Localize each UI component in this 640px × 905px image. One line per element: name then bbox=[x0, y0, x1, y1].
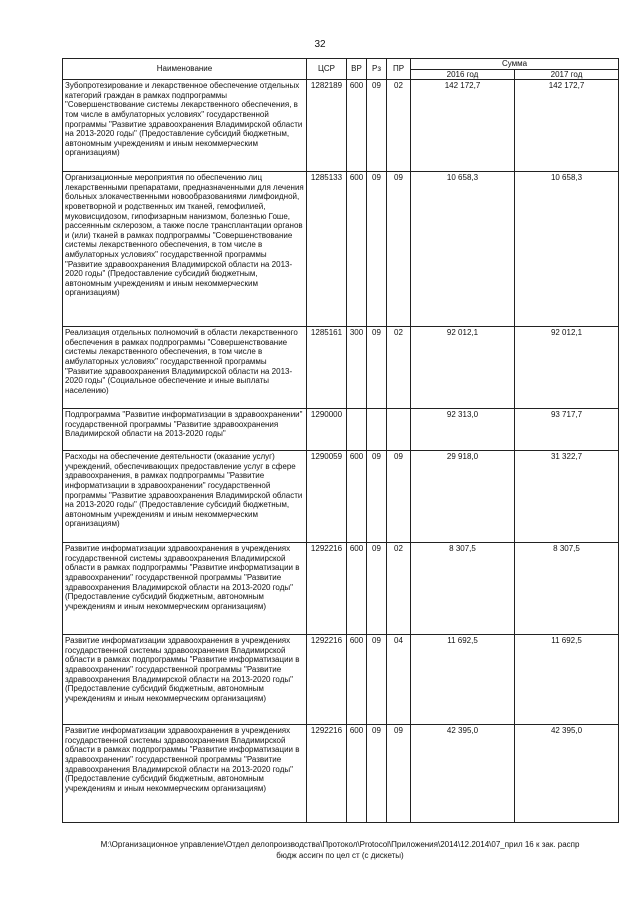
row-csr: 1282189 bbox=[307, 80, 347, 172]
row-pr: 09 bbox=[387, 451, 411, 543]
row-rz: 09 bbox=[367, 80, 387, 172]
row-2017: 92 012,1 bbox=[515, 327, 619, 409]
row-vr bbox=[347, 409, 367, 451]
row-vr: 600 bbox=[347, 543, 367, 635]
table-row bbox=[63, 80, 619, 172]
row-rz: 09 bbox=[367, 327, 387, 409]
header-csr: ЦСР bbox=[307, 59, 347, 80]
row-name: Организационные мероприятия по обеспечению лиц лекарственными препаратами, предназначенными для лечения больных злокачественными новообразованиями лимфоидной, кроветворной и родственных им тканей, гемофилией, муковисцидозом, гипофизарным нанизмом, болезнью Гоше, рассеянным склерозом, а также после трансплантации органов и (или) тканей в рамках подпрограммы "Совершенствование системы лекарственного обеспечения, в том числе в амбулаторных условиях" государственной программы "Развитие здравоохранения Владимирской области на 2013-2020 годы" (Предоставление субсидий бюджетным, автономным учреждениям и иным некоммерческим организациям) bbox=[63, 172, 307, 327]
header-name: Наименование bbox=[63, 59, 307, 80]
row-name: Подпрограмма "Развитие информатизации в здравоохранении" государственной программы "Развитие здравоохранения Владимирской области на 2013-2020 годы" bbox=[63, 409, 307, 451]
row-pr: 09 bbox=[387, 725, 411, 823]
row-name: Развитие информатизации здравоохранения в учреждениях государственной системы здравоохранения Владимирской области в рамках подпрограммы "Развитие информатизации в здравоохранении" государственной программы "Развитие здравоохранения Владимирской области на 2013-2020 годы" (Предоставление субсидий бюджетным, автономным учреждениям и иным некоммерческим организациям) bbox=[63, 725, 307, 823]
footer-line-2: бюдж ассигн по цел ст (с дискеты) bbox=[276, 851, 404, 860]
row-name: Зубопротезирование и лекарственное обеспечение отдельных категорий граждан в рамках подпрограммы "Совершенствование системы лекарственного обеспечения, в том числе в амбулаторных условиях" государственной программы "Развитие здравоохранения Владимирской области на 2013-2020 годы" (Предоставление субсидий бюджетным, автономным учреждениям и иным некоммерческим организациям) bbox=[63, 80, 307, 172]
table-row bbox=[63, 635, 619, 725]
row-2016: 8 307,5 bbox=[411, 543, 515, 635]
row-pr: 02 bbox=[387, 327, 411, 409]
table-row bbox=[63, 725, 619, 823]
row-2016: 10 658,3 bbox=[411, 172, 515, 327]
row-2017: 11 692,5 bbox=[515, 635, 619, 725]
row-2016: 11 692,5 bbox=[411, 635, 515, 725]
row-2017: 142 172,7 bbox=[515, 80, 619, 172]
row-pr: 02 bbox=[387, 80, 411, 172]
row-vr: 600 bbox=[347, 80, 367, 172]
row-2017: 10 658,3 bbox=[515, 172, 619, 327]
table-row bbox=[63, 327, 619, 409]
row-rz: 09 bbox=[367, 635, 387, 725]
row-2016: 92 012,1 bbox=[411, 327, 515, 409]
row-name: Расходы на обеспечение деятельности (оказание услуг) учреждений, обеспечивающих предоставление услуг в сфере здравоохранения, в рамках подпрограммы "Развитие информатизации в здравоохранении" государственной программы "Развитие здравоохранения Владимирской области на 2013-2020 годы" (Предоставление субсидий бюджетным, автономным учреждениям и иным некоммерческим организациям) bbox=[63, 451, 307, 543]
row-csr: 1290059 bbox=[307, 451, 347, 543]
table-row bbox=[63, 172, 619, 327]
row-name: Развитие информатизации здравоохранения в учреждениях государственной системы здравоохранения Владимирской области в рамках подпрограммы "Развитие информатизации в здравоохранении" государственной программы "Развитие здравоохранения Владимирской области на 2013-2020 годы" (Предоставление субсидий бюджетным, автономным учреждениям и иным некоммерческим организациям) bbox=[63, 635, 307, 725]
table-row bbox=[63, 451, 619, 543]
row-rz: 09 bbox=[367, 451, 387, 543]
row-rz: 09 bbox=[367, 543, 387, 635]
header-pr: ПР bbox=[387, 59, 411, 80]
header-rz: Рз bbox=[367, 59, 387, 80]
row-name: Развитие информатизации здравоохранения в учреждениях государственной системы здравоохранения Владимирской области в рамках подпрограммы "Развитие информатизации в здравоохранении" государственной программы "Развитие здравоохранения Владимирской области на 2013-2020 годы" (Предоставление субсидий бюджетным, автономным учреждениям и иным некоммерческим организациям) bbox=[63, 543, 307, 635]
footer-line-1: M:\Организационное управление\Отдел делопроизводства\Протокол\Protocol\Приложения\2014\12.2014\07_прил 16 к зак. распр bbox=[100, 840, 580, 849]
row-vr: 300 bbox=[347, 327, 367, 409]
row-2017: 42 395,0 bbox=[515, 725, 619, 823]
row-vr: 600 bbox=[347, 635, 367, 725]
row-2016: 42 395,0 bbox=[411, 725, 515, 823]
row-csr: 1285161 bbox=[307, 327, 347, 409]
row-2016: 92 313,0 bbox=[411, 409, 515, 451]
row-vr: 600 bbox=[347, 451, 367, 543]
row-rz bbox=[367, 409, 387, 451]
row-rz: 09 bbox=[367, 725, 387, 823]
row-2017: 8 307,5 bbox=[515, 543, 619, 635]
header-sum: Сумма bbox=[411, 59, 619, 70]
row-2017: 93 717,7 bbox=[515, 409, 619, 451]
table-row bbox=[63, 543, 619, 635]
row-pr: 02 bbox=[387, 543, 411, 635]
table-header bbox=[63, 59, 619, 80]
row-2016: 142 172,7 bbox=[411, 80, 515, 172]
row-rz: 09 bbox=[367, 172, 387, 327]
file-path-footer bbox=[62, 839, 618, 861]
header-2016: 2016 год bbox=[411, 69, 515, 80]
header-2017: 2017 год bbox=[515, 69, 619, 80]
row-2016: 29 918,0 bbox=[411, 451, 515, 543]
page-number: 32 bbox=[314, 39, 326, 50]
row-vr: 600 bbox=[347, 725, 367, 823]
row-csr: 1292216 bbox=[307, 635, 347, 725]
row-csr: 1285133 bbox=[307, 172, 347, 327]
budget-table bbox=[62, 58, 619, 823]
row-2017: 31 322,7 bbox=[515, 451, 619, 543]
header-vr: ВР bbox=[347, 59, 367, 80]
row-csr: 1290000 bbox=[307, 409, 347, 451]
row-csr: 1292216 bbox=[307, 725, 347, 823]
row-name: Реализация отдельных полномочий в области лекарственного обеспечения в рамках подпрограммы "Совершенствование системы лекарственного обеспечения, в том числе в амбулаторных условиях" государственной программы "Развитие здравоохранения Владимирской области на 2013-2020 годы" (Социальное обеспечение и иные выплаты населению) bbox=[63, 327, 307, 409]
row-vr: 600 bbox=[347, 172, 367, 327]
row-pr bbox=[387, 409, 411, 451]
row-pr: 04 bbox=[387, 635, 411, 725]
row-csr: 1292216 bbox=[307, 543, 347, 635]
table-row bbox=[63, 409, 619, 451]
row-pr: 09 bbox=[387, 172, 411, 327]
